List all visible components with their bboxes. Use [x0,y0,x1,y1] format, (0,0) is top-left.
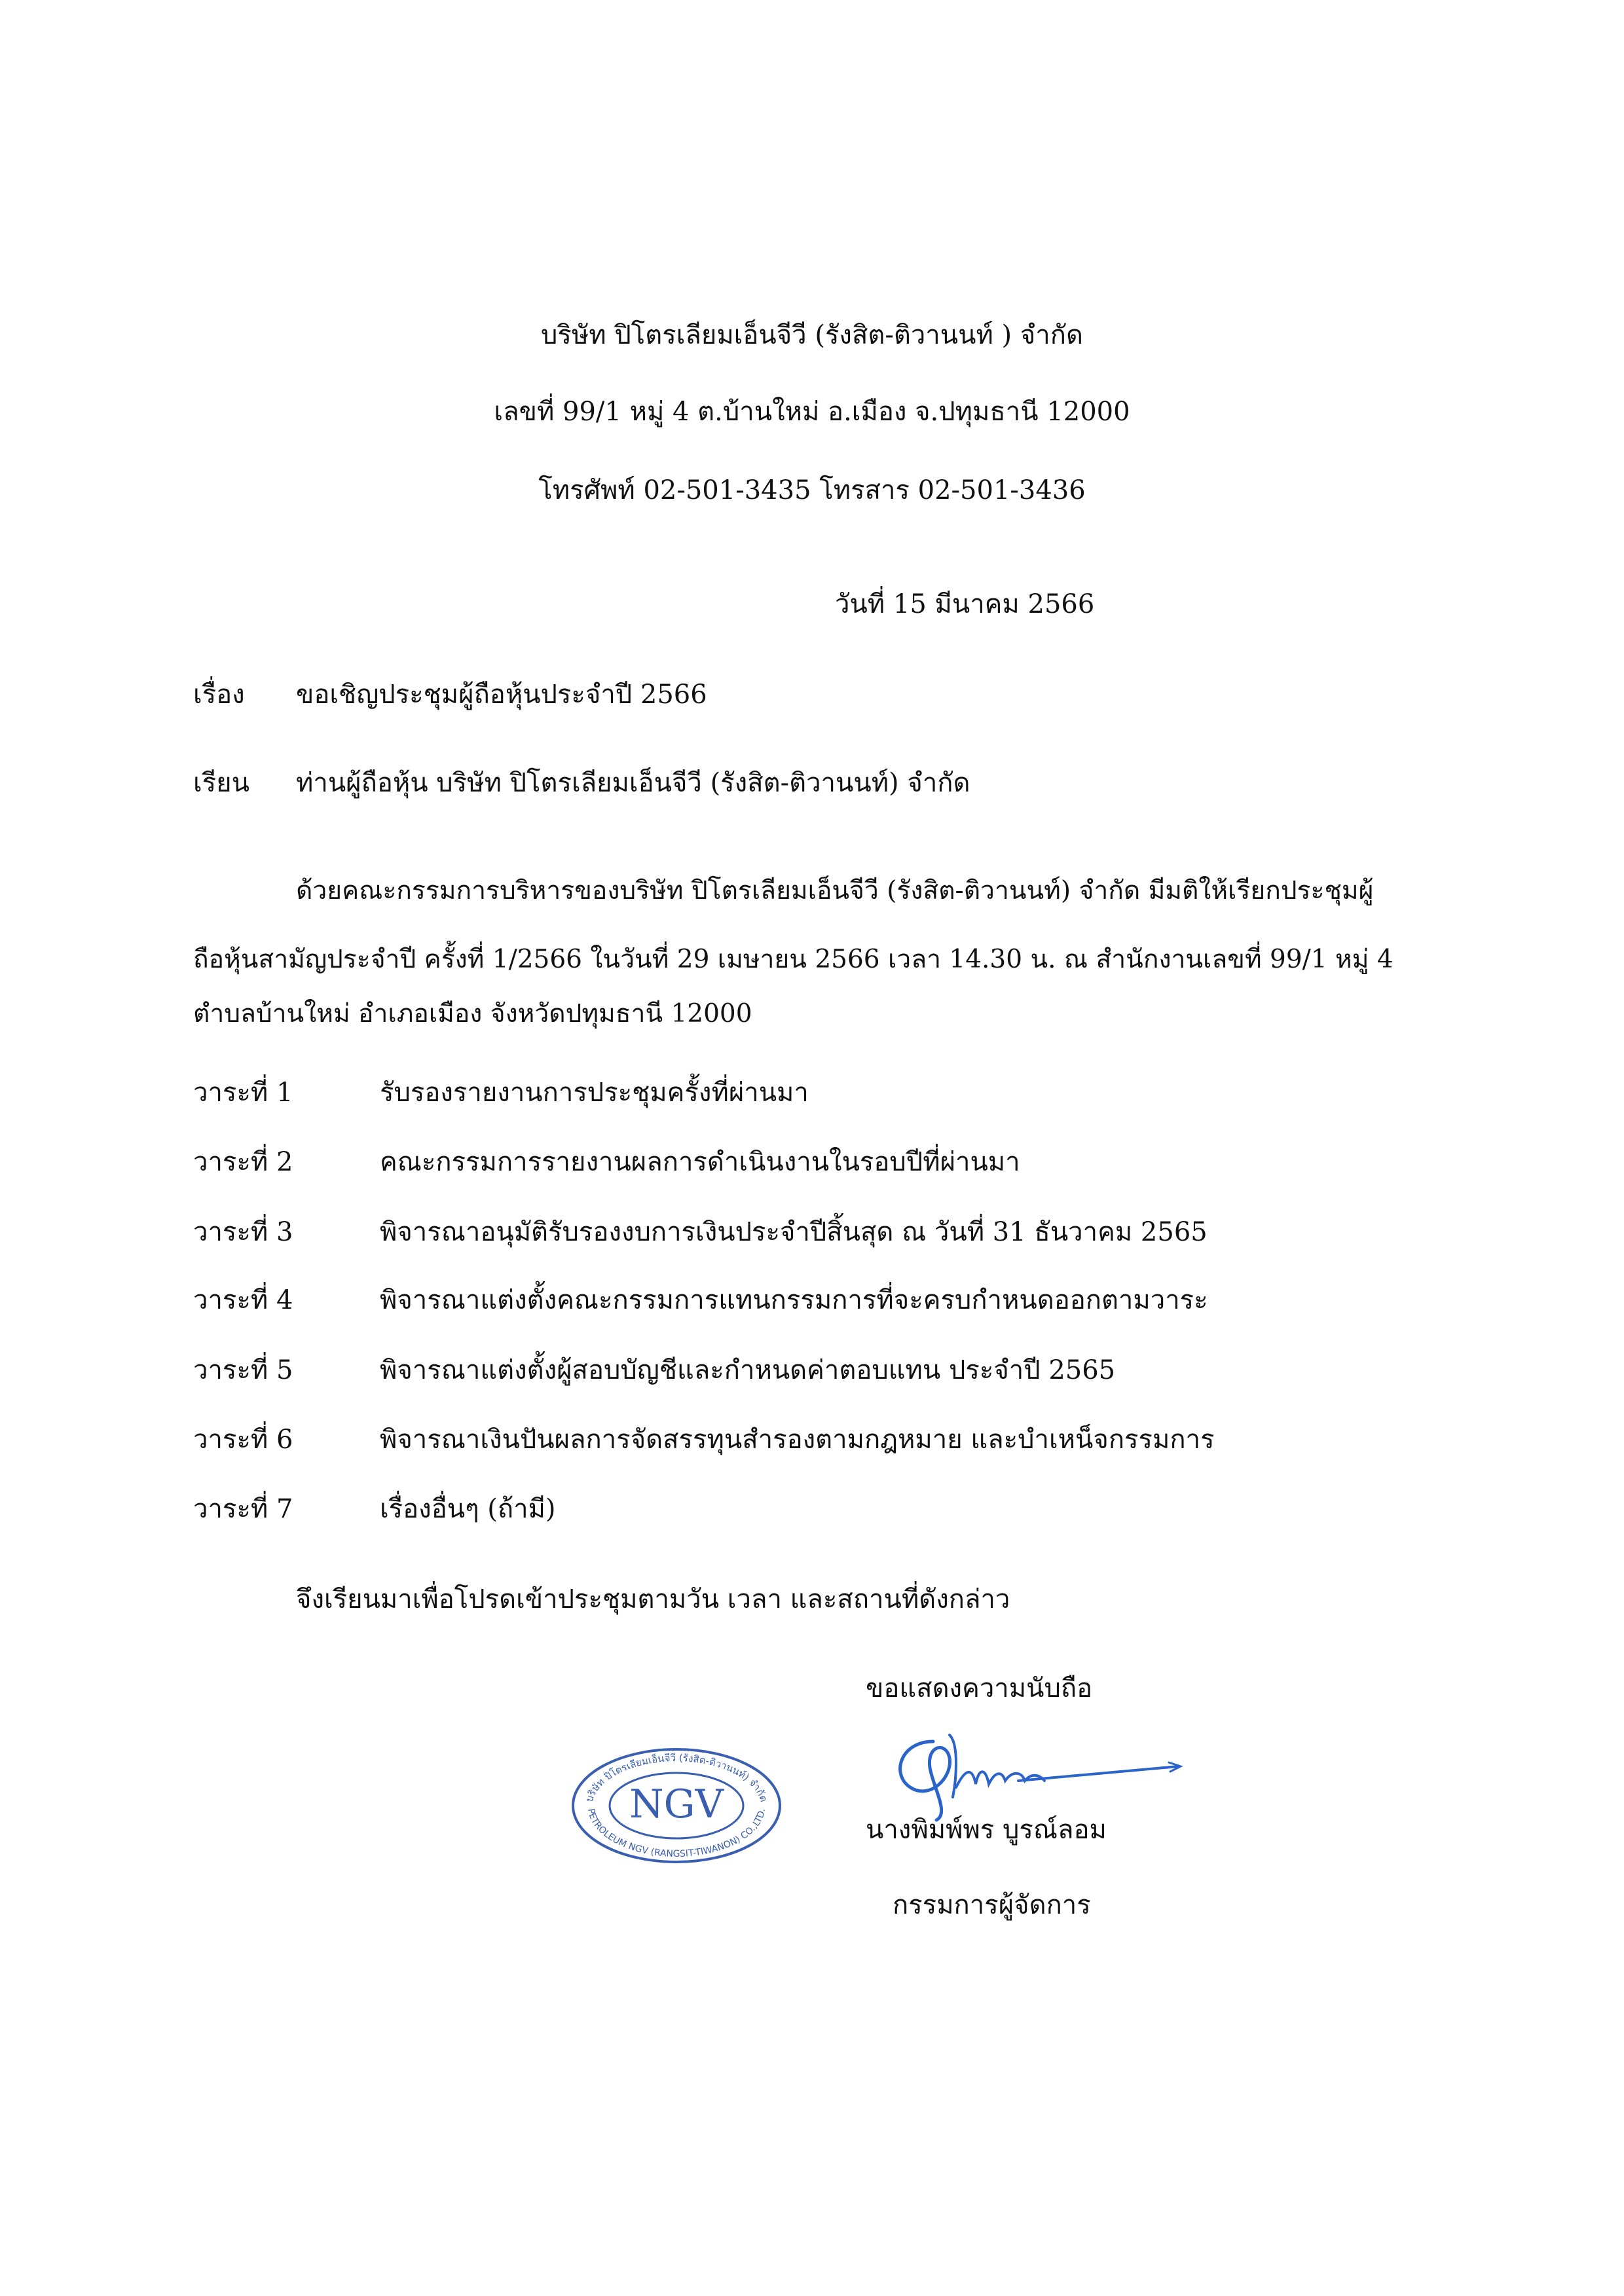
seal-center-text: NGV [629,1781,724,1827]
closing-sentence: จึงเรียนมาเพื่อโปรดเข้าประชุมตามวัน เวลา และสถานที่ดังกล่าว [296,1584,1010,1614]
agenda-item-text: รับรองรายงานการประชุมครั้งที่ผ่านมา [380,1078,809,1108]
body-line-1: ด้วยคณะกรรมการบริหารของบริษัท ปิโตรเลียมเอ็นจีวี (รังสิต-ติวานนท์) จำกัด มีมติให้เรียกประชุมผู้ [296,876,1374,905]
body-line-3: ตำบลบ้านใหม่ อำเภอเมือง จังหวัดปทุมธานี 12000 [193,999,752,1029]
company-contact: โทรศัพท์ 02-501-3435 โทรสาร 02-501-3436 [538,475,1086,505]
agenda-item-text: พิจารณาเงินปันผลการจัดสรรทุนสำรองตามกฎหมาย และบำเหน็จกรรมการ [380,1425,1215,1455]
body-line-2: ถือหุ้นสามัญประจำปี ครั้งที่ 1/2566 ในวันที่ 29 เมษายน 2566 เวลา 14.30 น. ณ สำนักงานเลขที่ 99/1 หมู่ 4 [193,945,1393,974]
signer-title: กรรมการผู้จัดการ [893,1890,1091,1920]
agenda-item-text: พิจารณาแต่งตั้งผู้สอบบัญชีและกำหนดค่าตอบแทน ประจำปี 2565 [380,1355,1116,1385]
agenda-label: วาระที่ 1 [193,1078,293,1108]
subject-text: ขอเชิญประชุมผู้ถือหุ้นประจำปี 2566 [296,680,707,710]
agenda-item-text: พิจารณาแต่งตั้งคณะกรรมการแทนกรรมการที่จะครบกำหนดออกตามวาระ [380,1285,1208,1315]
letter-date: วันที่ 15 มีนาคม 2566 [835,589,1095,619]
agenda-label: วาระที่ 6 [193,1425,293,1455]
seal-ring-top: บริษัท ปิโตรเลียมเอ็นจีวี (รังสิต-ติวานนท์) จำกัด [583,1751,770,1804]
agenda-label: วาระที่ 5 [193,1355,293,1385]
company-address: เลขที่ 99/1 หมู่ 4 ต.บ้านใหม่ อ.เมือง จ.ปทุมธานี 12000 [494,397,1130,427]
agenda-label: วาระที่ 2 [193,1147,293,1177]
agenda-item-text: พิจารณาอนุมัติรับรองงบการเงินประจำปีสิ้นสุด ณ วันที่ 31 ธันวาคม 2565 [380,1217,1208,1247]
regards-text: ขอแสดงความนับถือ [866,1673,1093,1704]
to-text: ท่านผู้ถือหุ้น บริษัท ปิโตรเลียมเอ็นจีวี (รังสิต-ติวานนท์) จำกัด [296,768,970,798]
seal-ring-bottom: PETROLEUM NGV (RANGSIT-TIWANON) CO.,LTD. [585,1808,767,1859]
agenda-item-text: เรื่องอื่นๆ (ถ้ามี) [380,1494,556,1524]
agenda-label: วาระที่ 7 [193,1494,293,1524]
agenda-label: วาระที่ 3 [193,1217,293,1247]
signer-name: นางพิมพ์พร บูรณ์ลอม [866,1815,1107,1845]
company-name: บริษัท ปิโตรเลียมเอ็นจีวี (รังสิต-ติวานนท์ ) จำกัด [541,320,1083,350]
agenda-item-text: คณะกรรมการรายงานผลการดำเนินงานในรอบปีที่ผ่านมา [380,1147,1020,1177]
subject-label: เรื่อง [193,680,245,710]
agenda-label: วาระที่ 4 [193,1285,293,1315]
to-label: เรียน [193,768,249,798]
company-seal-stamp [568,1743,784,1866]
